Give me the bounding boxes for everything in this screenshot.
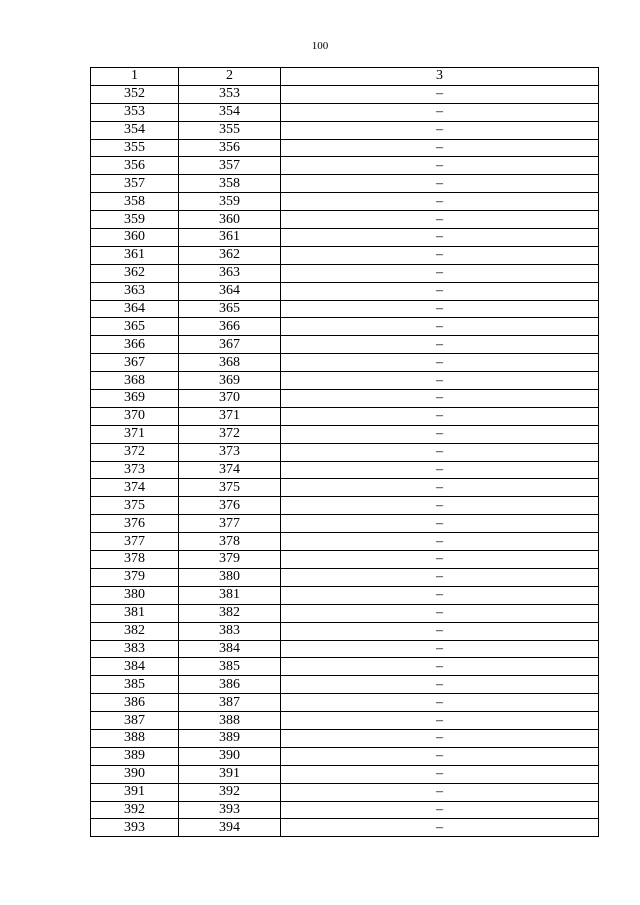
table-row: [91, 568, 599, 586]
table-cell-col-3: –: [281, 193, 599, 211]
column-header-2: 2: [179, 68, 281, 86]
table-cell-col-2: 387: [179, 694, 281, 712]
table-cell-col-2: 381: [179, 586, 281, 604]
table-row: [91, 175, 599, 193]
table-cell-col-3: –: [281, 551, 599, 569]
table-cell-col-1: 380: [91, 586, 179, 604]
table-body: [91, 85, 599, 836]
table-cell-col-1: 381: [91, 604, 179, 622]
table-cell-col-3: –: [281, 211, 599, 229]
table-cell-col-2: 367: [179, 336, 281, 354]
table-cell-col-2: 356: [179, 139, 281, 157]
table-row: [91, 425, 599, 443]
table-cell-col-1: 357: [91, 175, 179, 193]
table-cell-col-3: –: [281, 604, 599, 622]
table-cell-col-1: 377: [91, 533, 179, 551]
table-row: [91, 354, 599, 372]
table-cell-col-3: –: [281, 658, 599, 676]
table-cell-col-1: 366: [91, 336, 179, 354]
table-cell-col-1: 376: [91, 515, 179, 533]
table-row: [91, 139, 599, 157]
table-row: [91, 336, 599, 354]
table-cell-col-2: 394: [179, 819, 281, 837]
table-cell-col-3: –: [281, 819, 599, 837]
table-cell-col-3: –: [281, 497, 599, 515]
table-cell-col-1: 352: [91, 85, 179, 103]
table-row: [91, 443, 599, 461]
table-cell-col-2: 380: [179, 568, 281, 586]
table-cell-col-1: 392: [91, 801, 179, 819]
table-row: [91, 765, 599, 783]
table-cell-col-3: –: [281, 157, 599, 175]
table-cell-col-2: 382: [179, 604, 281, 622]
table-cell-col-3: –: [281, 354, 599, 372]
table-cell-col-3: –: [281, 407, 599, 425]
table-row: [91, 497, 599, 515]
table-cell-col-1: 361: [91, 246, 179, 264]
table-cell-col-1: 371: [91, 425, 179, 443]
table-cell-col-3: –: [281, 121, 599, 139]
table-cell-col-1: 369: [91, 390, 179, 408]
table-cell-col-3: –: [281, 300, 599, 318]
table-cell-col-2: 360: [179, 211, 281, 229]
table-cell-col-1: 383: [91, 640, 179, 658]
table-cell-col-1: 360: [91, 229, 179, 247]
table-cell-col-1: 363: [91, 282, 179, 300]
table-cell-col-3: –: [281, 568, 599, 586]
table-row: [91, 533, 599, 551]
table-row: [91, 157, 599, 175]
table-row: [91, 264, 599, 282]
table-cell-col-1: 391: [91, 783, 179, 801]
table-cell-col-3: –: [281, 103, 599, 121]
table-cell-col-1: 353: [91, 103, 179, 121]
table-row: [91, 676, 599, 694]
table-cell-col-1: 375: [91, 497, 179, 515]
table-cell-col-1: 379: [91, 568, 179, 586]
table-cell-col-3: –: [281, 229, 599, 247]
table-cell-col-3: –: [281, 640, 599, 658]
table-cell-col-2: 369: [179, 372, 281, 390]
table-cell-col-3: –: [281, 533, 599, 551]
table-row: [91, 515, 599, 533]
table-row: [91, 712, 599, 730]
table-cell-col-1: 358: [91, 193, 179, 211]
table-cell-col-1: 387: [91, 712, 179, 730]
table-cell-col-3: –: [281, 318, 599, 336]
table-row: [91, 694, 599, 712]
table-row: [91, 121, 599, 139]
table-row: [91, 819, 599, 837]
column-header-3: 3: [281, 68, 599, 86]
table-cell-col-1: 382: [91, 622, 179, 640]
table-cell-col-2: 372: [179, 425, 281, 443]
table-cell-col-3: –: [281, 586, 599, 604]
table-row: [91, 622, 599, 640]
table-row: [91, 586, 599, 604]
table-cell-col-2: 353: [179, 85, 281, 103]
table-cell-col-3: –: [281, 461, 599, 479]
table-cell-col-2: 366: [179, 318, 281, 336]
table-cell-col-2: 388: [179, 712, 281, 730]
table-row: [91, 747, 599, 765]
table-cell-col-1: 378: [91, 551, 179, 569]
table-cell-col-3: –: [281, 783, 599, 801]
table-cell-col-2: 370: [179, 390, 281, 408]
table-cell-col-2: 359: [179, 193, 281, 211]
table-cell-col-2: 354: [179, 103, 281, 121]
table-row: [91, 103, 599, 121]
table-row: [91, 372, 599, 390]
table-cell-col-1: 359: [91, 211, 179, 229]
table-cell-col-3: –: [281, 336, 599, 354]
table-cell-col-3: –: [281, 246, 599, 264]
table-cell-col-2: 361: [179, 229, 281, 247]
table-row: [91, 211, 599, 229]
data-table: [90, 67, 599, 837]
table-row: [91, 551, 599, 569]
table-cell-col-3: –: [281, 712, 599, 730]
table-row: [91, 801, 599, 819]
table-cell-col-3: –: [281, 676, 599, 694]
table-cell-col-2: 391: [179, 765, 281, 783]
table-row: [91, 783, 599, 801]
table-row: [91, 658, 599, 676]
table-cell-col-3: –: [281, 443, 599, 461]
table-row: [91, 604, 599, 622]
table-cell-col-3: –: [281, 85, 599, 103]
table-cell-col-1: 362: [91, 264, 179, 282]
table-cell-col-3: –: [281, 747, 599, 765]
table-cell-col-1: 368: [91, 372, 179, 390]
table-cell-col-3: –: [281, 139, 599, 157]
table-cell-col-3: –: [281, 801, 599, 819]
table-cell-col-2: 374: [179, 461, 281, 479]
table-cell-col-3: –: [281, 264, 599, 282]
table-cell-col-2: 358: [179, 175, 281, 193]
table-cell-col-2: 368: [179, 354, 281, 372]
table-cell-col-3: –: [281, 282, 599, 300]
table-cell-col-2: 363: [179, 264, 281, 282]
table-cell-col-1: 367: [91, 354, 179, 372]
table-cell-col-2: 393: [179, 801, 281, 819]
table-cell-col-1: 356: [91, 157, 179, 175]
table-cell-col-1: 364: [91, 300, 179, 318]
table-cell-col-1: 372: [91, 443, 179, 461]
table-cell-col-2: 373: [179, 443, 281, 461]
table-cell-col-2: 355: [179, 121, 281, 139]
table-cell-col-3: –: [281, 390, 599, 408]
table-cell-col-1: 385: [91, 676, 179, 694]
table-cell-col-1: 388: [91, 729, 179, 747]
table-row: [91, 640, 599, 658]
table-cell-col-1: 370: [91, 407, 179, 425]
table-row: [91, 193, 599, 211]
table-cell-col-1: 384: [91, 658, 179, 676]
table-row: [91, 85, 599, 103]
table-cell-col-2: 385: [179, 658, 281, 676]
table-cell-col-3: –: [281, 729, 599, 747]
table-row: [91, 246, 599, 264]
table-cell-col-1: 373: [91, 461, 179, 479]
table-row: [91, 229, 599, 247]
table-cell-col-2: 371: [179, 407, 281, 425]
table-cell-col-2: 377: [179, 515, 281, 533]
table-cell-col-2: 357: [179, 157, 281, 175]
table-cell-col-2: 384: [179, 640, 281, 658]
table-cell-col-2: 390: [179, 747, 281, 765]
table-cell-col-1: 389: [91, 747, 179, 765]
table-cell-col-3: –: [281, 479, 599, 497]
table-cell-col-2: 383: [179, 622, 281, 640]
table-cell-col-2: 365: [179, 300, 281, 318]
table-cell-col-2: 364: [179, 282, 281, 300]
table-row: [91, 390, 599, 408]
table-row: [91, 318, 599, 336]
table-cell-col-3: –: [281, 622, 599, 640]
table-cell-col-1: 355: [91, 139, 179, 157]
table-cell-col-3: –: [281, 372, 599, 390]
table-cell-col-2: 376: [179, 497, 281, 515]
table-row: [91, 461, 599, 479]
table-header-row: [91, 68, 599, 86]
table-cell-col-1: 386: [91, 694, 179, 712]
table-cell-col-2: 392: [179, 783, 281, 801]
table-cell-col-1: 390: [91, 765, 179, 783]
table-cell-col-2: 378: [179, 533, 281, 551]
column-header-1: 1: [91, 68, 179, 86]
table-row: [91, 300, 599, 318]
table-cell-col-2: 379: [179, 551, 281, 569]
table-cell-col-1: 365: [91, 318, 179, 336]
table-cell-col-3: –: [281, 765, 599, 783]
table-cell-col-3: –: [281, 175, 599, 193]
page-number: 100: [311, 40, 329, 52]
table-cell-col-1: 354: [91, 121, 179, 139]
table-cell-col-2: 389: [179, 729, 281, 747]
table-row: [91, 407, 599, 425]
table-cell-col-1: 393: [91, 819, 179, 837]
table-cell-col-2: 362: [179, 246, 281, 264]
table-cell-col-2: 375: [179, 479, 281, 497]
table-row: [91, 282, 599, 300]
table-cell-col-1: 374: [91, 479, 179, 497]
table-cell-col-2: 386: [179, 676, 281, 694]
table-cell-col-3: –: [281, 425, 599, 443]
table-row: [91, 479, 599, 497]
table-cell-col-3: –: [281, 515, 599, 533]
table-row: [91, 729, 599, 747]
table-cell-col-3: –: [281, 694, 599, 712]
